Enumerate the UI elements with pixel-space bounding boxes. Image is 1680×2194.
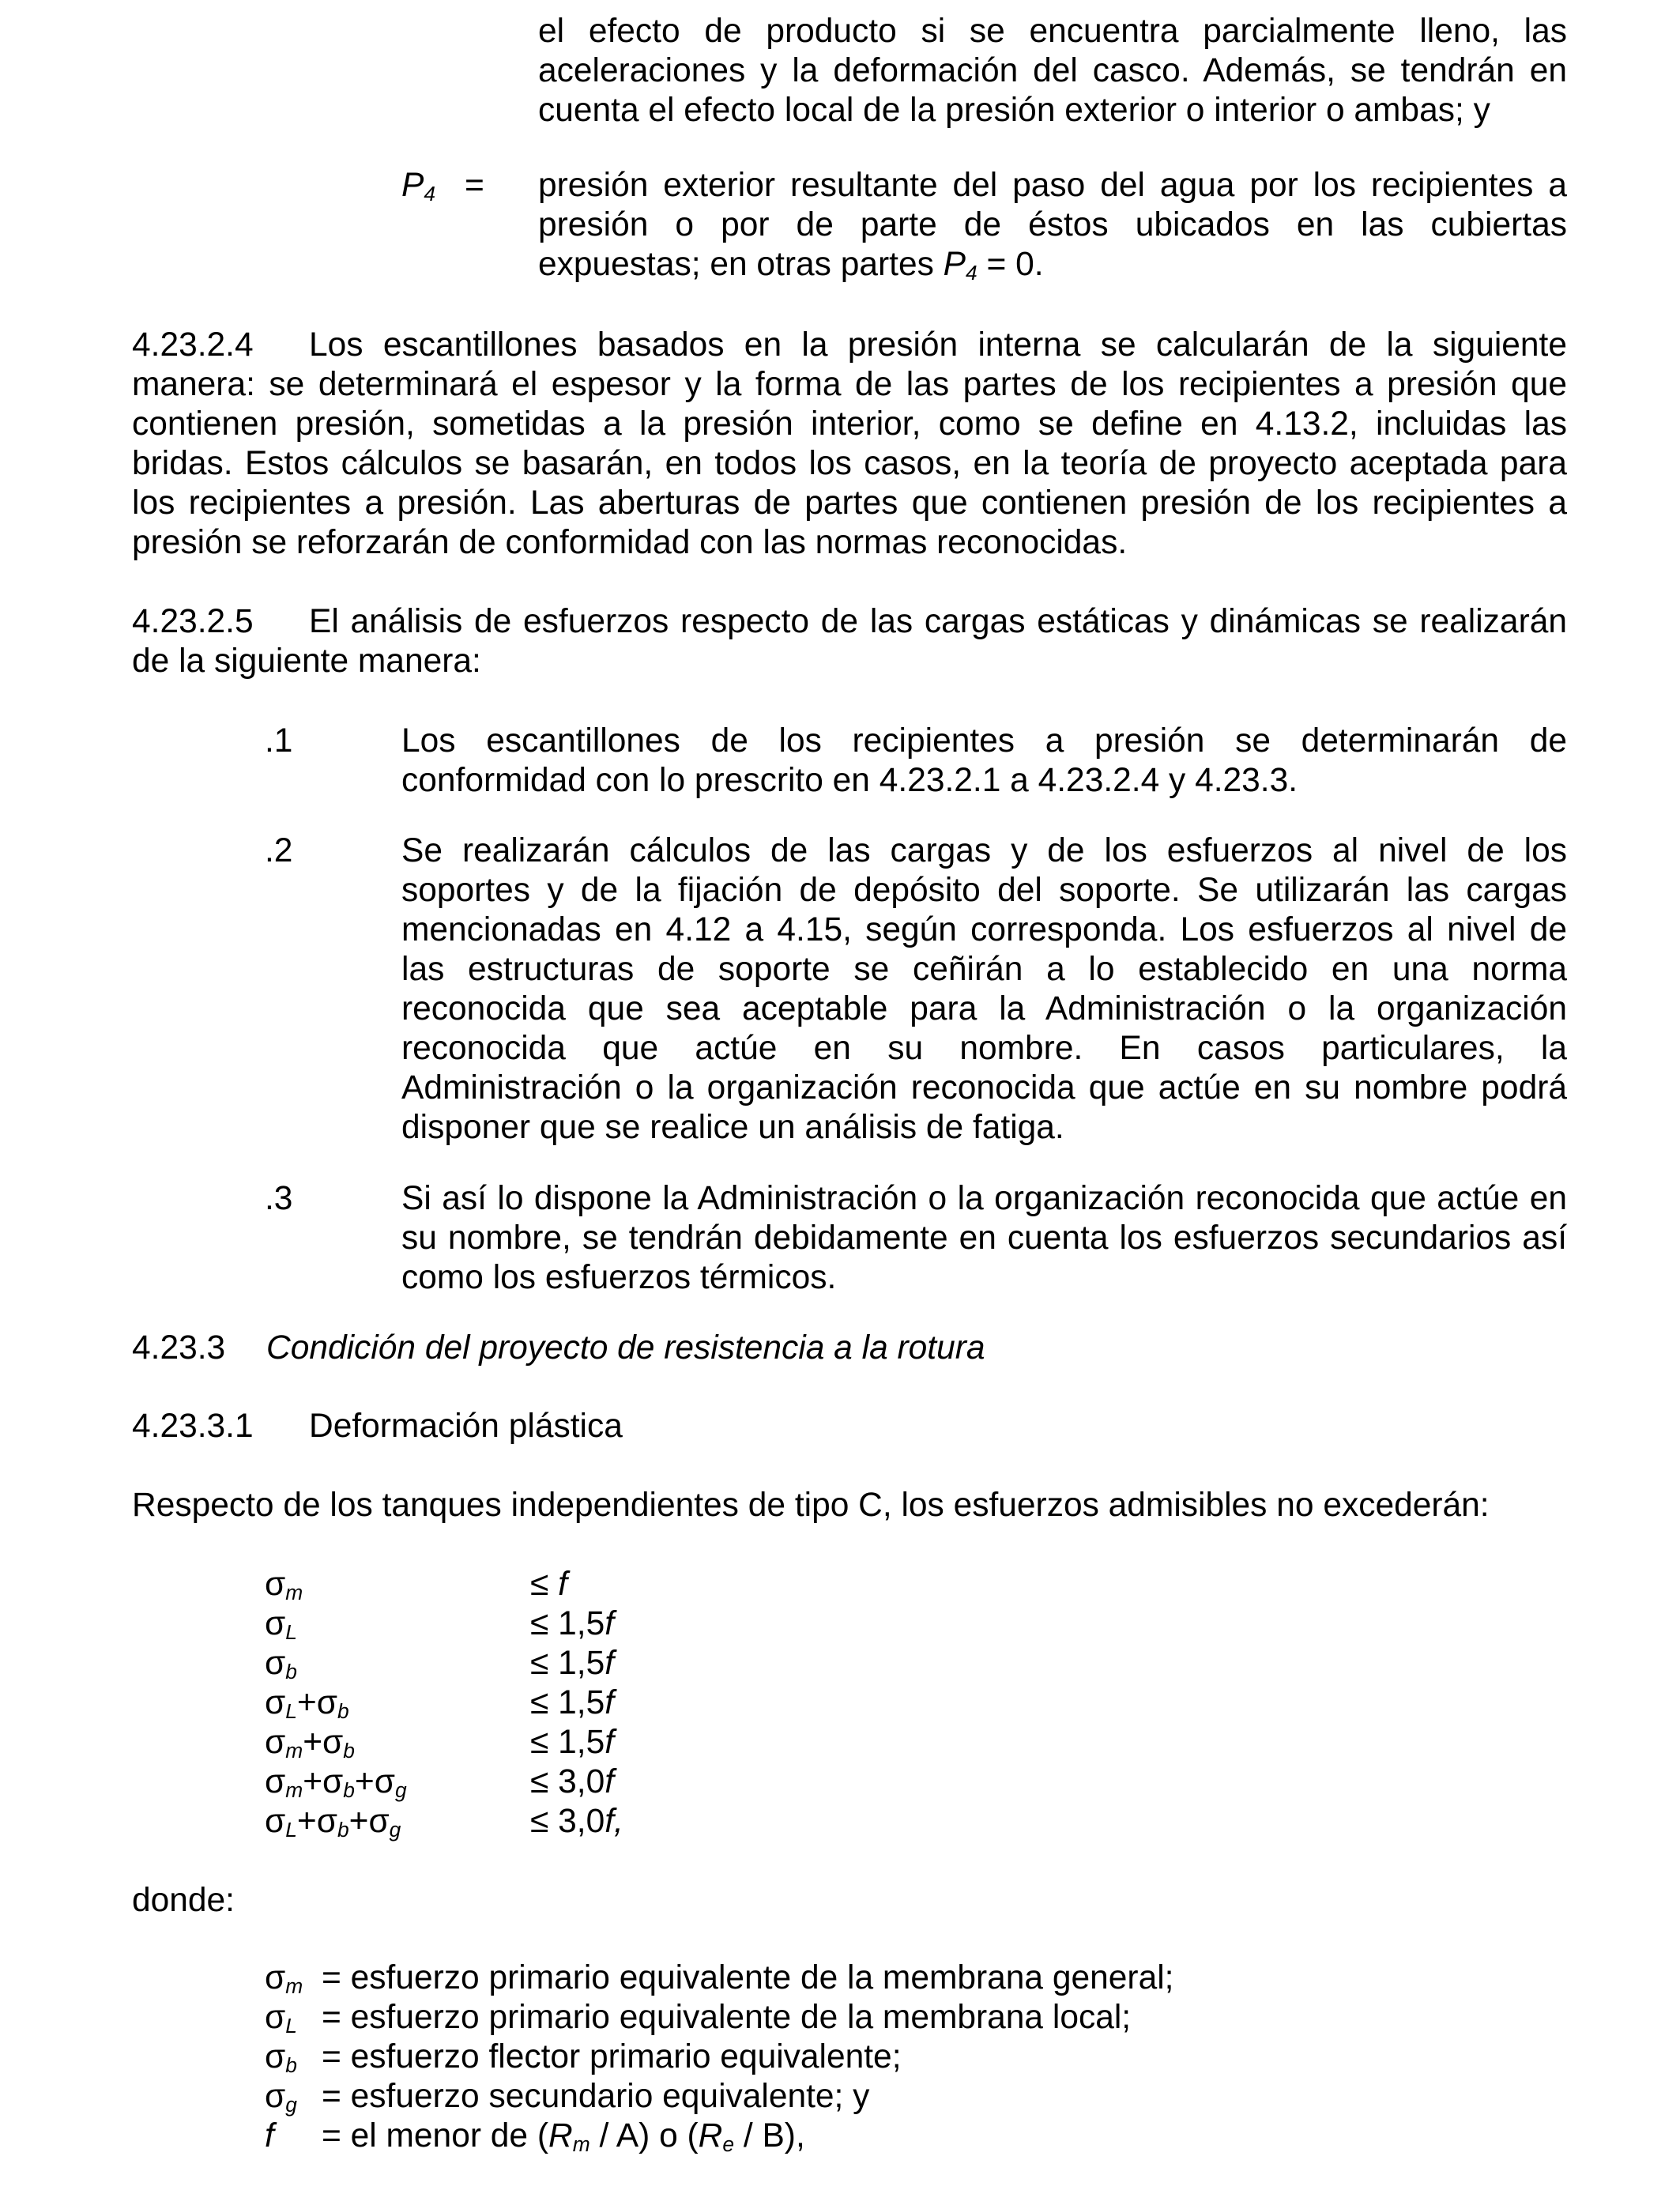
intro-paragraph: Respecto de los tanques independientes de tipo C, los esfuerzos admisibles no excederán: <box>132 1487 1490 1524</box>
text-fragment: / B), <box>734 2117 805 2154</box>
f-symbol: f <box>265 2117 274 2154</box>
sigma-subscript <box>390 1818 401 1842</box>
re-symbol: R <box>698 2117 723 2154</box>
sigma-glyph: σ <box>265 1684 286 1721</box>
sigma-subscript <box>337 1699 349 1723</box>
text-line: presión o por de parte de éstos ubicados en las cubiertas <box>538 206 1567 243</box>
donde-label: donde: <box>132 1882 235 1919</box>
continuation-paragraph <box>538 12 1567 130</box>
sigma-glyph: σ <box>316 1684 337 1721</box>
sigma-symbol <box>265 2077 297 2117</box>
subscript-letter: m <box>572 2132 590 2156</box>
inequality-row <box>265 1683 976 1723</box>
plus-sign: + <box>303 1763 323 1800</box>
subscript-letter: m <box>285 1738 303 1762</box>
section-4-23-2-5 <box>132 602 1567 681</box>
definition-row <box>265 2077 1529 2117</box>
plus-sign: + <box>303 1724 323 1761</box>
inequality-row <box>265 1604 976 1644</box>
list-item <box>401 1179 1567 1298</box>
section-title: Condición del proyecto de resistencia a la rotura <box>266 1329 985 1367</box>
sigma-symbol <box>265 1763 303 1800</box>
sigma-glyph: σ <box>316 1803 337 1840</box>
limit-unit: f <box>605 1645 615 1682</box>
text-line: Si así lo dispone la Administración o la organización reconocida que actúe en <box>401 1180 1567 1217</box>
sigma-symbol <box>265 1684 297 1721</box>
definition-list <box>265 1958 1529 2156</box>
section-number: 4.23.3.1 <box>132 1408 254 1445</box>
section-number: 4.23.2.5 <box>132 603 254 640</box>
section-heading-4-23-3-1 <box>132 1407 1567 1446</box>
limit-unit: f <box>605 1763 615 1800</box>
le-sign: ≤ <box>530 1566 559 1603</box>
sigma-symbol <box>265 1998 297 2038</box>
list-item <box>401 831 1567 1148</box>
inequality-row <box>265 1802 976 1842</box>
p4-definition-text <box>538 166 1567 285</box>
sigma-subscript <box>337 1818 349 1842</box>
sigma-symbol <box>265 1803 297 1840</box>
sigma-symbol <box>322 1763 355 1800</box>
definition-text: = esfuerzo secundario equivalente; y <box>322 2078 870 2115</box>
definition-text: = esfuerzo primario equivalente de la membrana general; <box>322 1959 1174 1996</box>
subscript-letter: e <box>722 2132 735 2156</box>
inequality-row <box>265 1762 976 1802</box>
sigma-glyph: σ <box>265 1999 286 2036</box>
limit-unit: f <box>605 1684 615 1721</box>
sigma-symbol <box>322 1724 355 1761</box>
text-line: 4.23.2.5 El análisis de esfuerzos respecto de las cargas estáticas y dinámicas se realizarán <box>132 603 1567 640</box>
section-heading-4-23-3 <box>132 1329 1567 1368</box>
list-item <box>401 722 1567 801</box>
subscript-letter: L <box>285 1817 297 1842</box>
sigma-glyph: σ <box>322 1763 344 1800</box>
subscript-letter: b <box>337 1698 349 1723</box>
inequality-lhs <box>265 1762 407 1802</box>
plus-sign: + <box>296 1684 317 1721</box>
sigma-subscript <box>285 1660 297 1683</box>
subscript-letter: b <box>343 1777 355 1802</box>
sigma-subscript <box>285 2014 297 2038</box>
sigma-subscript <box>343 1778 355 1802</box>
inequality-lhs <box>265 1565 303 1604</box>
text-line: presión exterior resultante del paso del agua por los recipientes a <box>538 167 1567 204</box>
text-line: expuestas; en otras partes $P_4 = 0$. <box>538 246 1044 285</box>
sigma-subscript <box>343 1739 355 1762</box>
definition-row <box>265 1998 1529 2038</box>
sigma-subscript <box>285 2053 297 2077</box>
limit-unit: f <box>605 1724 615 1761</box>
inequality-row <box>265 1565 976 1604</box>
plus-sign: + <box>348 1803 369 1840</box>
subscript-letter: L <box>285 2013 297 2038</box>
section-4-23-2-4 <box>132 326 1567 563</box>
text-line: las estructuras de soporte se ceñirán a lo establecido en una norma <box>401 951 1567 988</box>
text-fragment: / A) o ( <box>590 2117 699 2154</box>
le-sign: ≤ <box>530 1684 559 1721</box>
re-subscript <box>722 2132 734 2156</box>
inequality-lhs <box>265 1683 349 1723</box>
definition-row <box>265 2117 1529 2156</box>
inequality-rhs <box>530 1565 567 1604</box>
sigma-subscript <box>285 2093 297 2117</box>
text-line: Se realizarán cálculos de las cargas y de los esfuerzos al nivel de los <box>401 832 1567 869</box>
sigma-symbol <box>265 1645 297 1682</box>
sigma-glyph: σ <box>265 1645 286 1682</box>
le-sign: ≤ <box>530 1763 559 1800</box>
sigma-subscript <box>395 1778 407 1802</box>
sigma-glyph: σ <box>265 1724 286 1761</box>
sigma-symbol <box>265 1724 303 1761</box>
text-line: conformidad con lo prescrito en 4.23.2.1 a 4.23.2.4 y 4.23.3. <box>401 762 1298 799</box>
le-sign: ≤ <box>530 1645 559 1682</box>
limit-value: 1,5 <box>558 1605 605 1642</box>
item-number: .1 <box>265 722 293 760</box>
sigma-symbol <box>265 1605 297 1642</box>
text-line: su nombre, se tendrán debidamente en cuenta los esfuerzos secundarios así <box>401 1220 1567 1257</box>
limit-value: 3,0 <box>558 1763 605 1800</box>
sigma-symbol <box>265 1566 303 1603</box>
le-sign: ≤ <box>530 1605 559 1642</box>
text-line: soportes y de la fijación de depósito del soporte. Se utilizarán las cargas <box>401 872 1567 909</box>
inequality-rhs <box>530 1644 614 1683</box>
inequality-rhs <box>530 1604 614 1644</box>
text-line: reconocida que sea aceptable para la Administración o la organización <box>401 990 1567 1027</box>
text-line: de la siguiente manera: <box>132 643 481 680</box>
sigma-glyph: σ <box>265 2078 286 2115</box>
item-number: .3 <box>265 1180 293 1217</box>
section-title: Deformación plástica <box>309 1408 623 1445</box>
sigma-symbol <box>375 1763 407 1800</box>
sigma-subscript <box>285 1699 297 1723</box>
definition-text: = esfuerzo primario equivalente de la membrana local; <box>322 1999 1132 2036</box>
subscript-letter: m <box>285 1777 303 1802</box>
sigma-subscript <box>285 1974 303 1998</box>
inequality-rhs <box>530 1762 614 1802</box>
p4-equals: = <box>465 167 484 204</box>
sigma-glyph: σ <box>265 1566 286 1603</box>
subscript-letter: g <box>389 1817 401 1842</box>
sigma-subscript <box>285 1620 297 1644</box>
subscript-letter: g <box>394 1777 407 1802</box>
text-line: cuenta el efecto local de la presión exterior o interior o ambas; y <box>538 92 1490 129</box>
sigma-glyph: σ <box>374 1763 395 1800</box>
section-number: 4.23.2.4 <box>132 326 254 364</box>
definition-row <box>265 1958 1529 1998</box>
text-line: manera: se determinará el espesor y la forma de las partes de los recipientes a presión que <box>132 366 1567 403</box>
text-line: contienen presión, sometidas a la presión interior, como se define en 4.13.2, incluidas las <box>132 405 1567 443</box>
inequality-lhs <box>265 1644 297 1683</box>
sigma-glyph: σ <box>265 1803 286 1840</box>
sigma-glyph: σ <box>265 2038 286 2075</box>
text-line: mencionadas en 4.12 a 4.15, según corresponda. Los esfuerzos al nivel de <box>401 911 1567 948</box>
subscript-letter: m <box>285 1580 303 1604</box>
subscript-letter: b <box>285 2053 297 2077</box>
subscript-letter: b <box>337 1817 349 1842</box>
definition-row <box>265 2038 1529 2077</box>
subscript-letter: b <box>343 1738 355 1762</box>
definition-text: = esfuerzo flector primario equivalente; <box>322 2038 902 2075</box>
item-number: .2 <box>265 832 293 869</box>
p4-symbol: $P_4$ <box>401 167 436 205</box>
text-fragment: = el menor de ( <box>322 2117 549 2154</box>
plus-sign: + <box>296 1803 317 1840</box>
trailing-punct: , <box>614 1803 623 1840</box>
text-line: aceleraciones y la deformación del casco. Además, se tendrán en <box>538 52 1567 89</box>
plus-sign: + <box>354 1763 375 1800</box>
sigma-glyph: σ <box>265 1763 286 1800</box>
subscript-letter: L <box>285 1698 297 1723</box>
le-sign: ≤ <box>530 1803 559 1840</box>
text-line: presión se reforzarán de conformidad con las normas reconocidas. <box>132 524 1128 561</box>
inequality-rhs <box>530 1683 614 1723</box>
limit-value: 1,5 <box>558 1645 605 1682</box>
limit-value: 3,0 <box>558 1803 605 1840</box>
inequality-lhs <box>265 1723 355 1762</box>
sigma-glyph: σ <box>368 1803 390 1840</box>
subscript-letter: g <box>285 2092 297 2117</box>
text-line: como los esfuerzos térmicos. <box>401 1259 837 1296</box>
sigma-glyph: σ <box>322 1724 344 1761</box>
rm-symbol: R <box>548 2117 573 2154</box>
limit-unit: f <box>558 1566 567 1603</box>
inequality-rhs <box>530 1723 614 1762</box>
text-line: Administración o la organización reconocida que actúe en su nombre podrá <box>401 1069 1567 1106</box>
text-line: 4.23.2.4 Los escantillones basados en la presión interna se calcularán de la siguiente <box>132 326 1567 364</box>
text-line: disponer que se realice un análisis de fatiga. <box>401 1109 1064 1146</box>
inequality-lhs <box>265 1604 297 1644</box>
limit-unit: f <box>605 1605 615 1642</box>
inequality-row <box>265 1644 976 1683</box>
subscript-letter: b <box>285 1659 297 1683</box>
sigma-subscript <box>285 1778 303 1802</box>
inequality-rhs <box>530 1802 623 1842</box>
sigma-subscript <box>285 1818 297 1842</box>
sigma-subscript <box>285 1581 303 1604</box>
text-line: Los escantillones de los recipientes a presión se determinarán de <box>401 722 1567 760</box>
sigma-glyph: σ <box>265 1959 286 1996</box>
le-sign: ≤ <box>530 1724 559 1761</box>
inequality-row <box>265 1723 976 1762</box>
limit-value: 1,5 <box>558 1724 605 1761</box>
sigma-symbol <box>265 2038 297 2077</box>
inequality-list <box>265 1565 976 1842</box>
subscript-letter: L <box>285 1619 297 1644</box>
inequality-lhs <box>265 1802 401 1842</box>
text-line: reconocida que actúe en su nombre. En casos particulares, la <box>401 1030 1567 1067</box>
sigma-symbol <box>265 1958 303 1998</box>
limit-unit: f <box>605 1803 615 1840</box>
limit-value: 1,5 <box>558 1684 605 1721</box>
sigma-symbol <box>317 1684 349 1721</box>
section-number: 4.23.3 <box>132 1329 226 1367</box>
rm-subscript <box>573 2132 590 2156</box>
sigma-glyph: σ <box>265 1605 286 1642</box>
sigma-symbol <box>368 1803 401 1840</box>
sigma-subscript <box>285 1739 303 1762</box>
text-line: bridas. Estos cálculos se basarán, en todos los casos, en la teoría de proyecto aceptada para <box>132 445 1567 482</box>
definition-text <box>322 2117 805 2156</box>
sigma-symbol <box>317 1803 349 1840</box>
subscript-letter: m <box>285 1973 303 1998</box>
text-line: el efecto de producto si se encuentra parcialmente lleno, las <box>538 13 1567 50</box>
text-line: los recipientes a presión. Las aberturas de partes que contienen presión de los recipientes a <box>132 484 1567 522</box>
